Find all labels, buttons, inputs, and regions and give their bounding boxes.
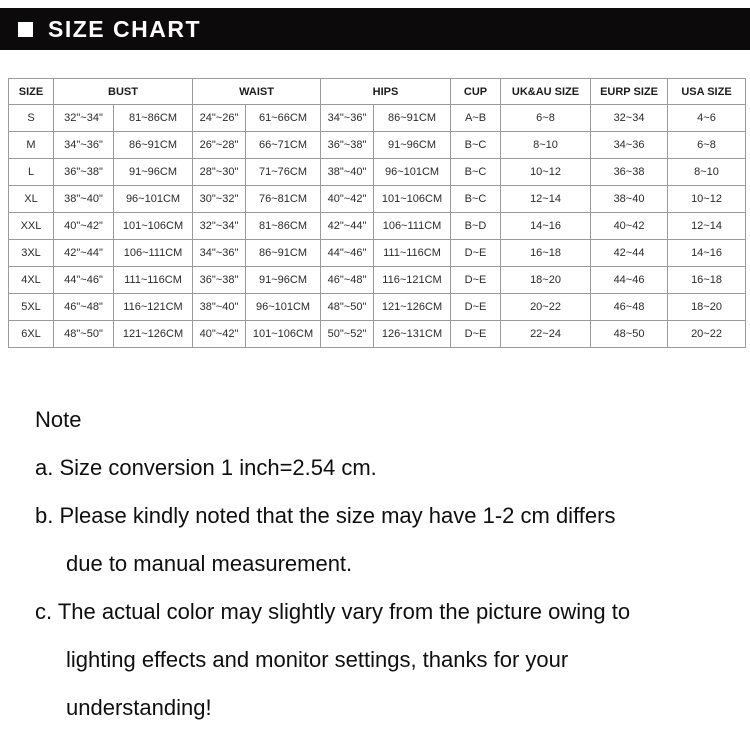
table-cell: 22~24 bbox=[501, 321, 591, 348]
table-cell: 106~111CM bbox=[374, 213, 451, 240]
table-cell: 126~131CM bbox=[374, 321, 451, 348]
table-cell: 10~12 bbox=[668, 186, 746, 213]
size-label-cell: 4XL bbox=[9, 267, 54, 294]
col-header-bust: BUST bbox=[54, 79, 193, 105]
notes-section bbox=[35, 396, 735, 732]
table-cell: 111~116CM bbox=[114, 267, 193, 294]
table-cell: 32"~34" bbox=[54, 105, 114, 132]
table-row bbox=[9, 267, 746, 294]
table-cell: 48"~50" bbox=[54, 321, 114, 348]
table-cell: 20~22 bbox=[668, 321, 746, 348]
table-cell: 32"~34" bbox=[193, 213, 246, 240]
table-cell: 81~86CM bbox=[114, 105, 193, 132]
note-item-line: a. Size conversion 1 inch=2.54 cm. bbox=[35, 455, 377, 480]
table-cell: 91~96CM bbox=[246, 267, 321, 294]
col-header-cup: CUP bbox=[451, 79, 501, 105]
table-row bbox=[9, 132, 746, 159]
table-cell: 121~126CM bbox=[114, 321, 193, 348]
table-row bbox=[9, 159, 746, 186]
table-cell: 48~50 bbox=[591, 321, 668, 348]
table-cell: 34~36 bbox=[591, 132, 668, 159]
table-cell: 12~14 bbox=[668, 213, 746, 240]
table-cell: 76~81CM bbox=[246, 186, 321, 213]
table-cell: 116~121CM bbox=[114, 294, 193, 321]
table-cell: 40~42 bbox=[591, 213, 668, 240]
table-cell: 111~116CM bbox=[374, 240, 451, 267]
table-cell: 40"~42" bbox=[54, 213, 114, 240]
table-cell: D~E bbox=[451, 240, 501, 267]
table-cell: 38"~40" bbox=[193, 294, 246, 321]
table-cell: A~B bbox=[451, 105, 501, 132]
table-cell: B~D bbox=[451, 213, 501, 240]
table-cell: B~C bbox=[451, 186, 501, 213]
table-cell: 38"~40" bbox=[54, 186, 114, 213]
table-cell: 86~91CM bbox=[246, 240, 321, 267]
table-header-row bbox=[9, 79, 746, 105]
section-header-bar bbox=[0, 8, 750, 50]
table-cell: 6~8 bbox=[668, 132, 746, 159]
table-cell: 40"~42" bbox=[193, 321, 246, 348]
note-item-line: understanding! bbox=[66, 695, 212, 720]
table-cell: 16~18 bbox=[501, 240, 591, 267]
table-cell: 8~10 bbox=[501, 132, 591, 159]
table-cell: 96~101CM bbox=[246, 294, 321, 321]
table-cell: 86~91CM bbox=[374, 105, 451, 132]
table-cell: 20~22 bbox=[501, 294, 591, 321]
table-cell: 36"~38" bbox=[193, 267, 246, 294]
table-cell: 6~8 bbox=[501, 105, 591, 132]
size-label-cell: 5XL bbox=[9, 294, 54, 321]
table-cell: 46"~48" bbox=[321, 267, 374, 294]
table-cell: 4~6 bbox=[668, 105, 746, 132]
size-label-cell: 3XL bbox=[9, 240, 54, 267]
table-cell: D~E bbox=[451, 294, 501, 321]
table-cell: 44~46 bbox=[591, 267, 668, 294]
notes-body bbox=[35, 444, 735, 732]
table-cell: 46"~48" bbox=[54, 294, 114, 321]
table-cell: 44"~46" bbox=[54, 267, 114, 294]
table-cell: 36"~38" bbox=[321, 132, 374, 159]
table-cell: 106~111CM bbox=[114, 240, 193, 267]
table-cell: 18~20 bbox=[501, 267, 591, 294]
table-cell: 66~71CM bbox=[246, 132, 321, 159]
table-cell: 32~34 bbox=[591, 105, 668, 132]
table-row bbox=[9, 294, 746, 321]
size-label-cell: 6XL bbox=[9, 321, 54, 348]
table-cell: 12~14 bbox=[501, 186, 591, 213]
table-cell: 91~96CM bbox=[374, 132, 451, 159]
notes-heading: Note bbox=[35, 407, 82, 432]
table-cell: 26"~28" bbox=[193, 132, 246, 159]
table-row bbox=[9, 321, 746, 348]
table-cell: B~C bbox=[451, 132, 501, 159]
table-cell: 81~86CM bbox=[246, 213, 321, 240]
col-header-waist: WAIST bbox=[193, 79, 321, 105]
size-label-cell: XL bbox=[9, 186, 54, 213]
table-cell: B~C bbox=[451, 159, 501, 186]
table-cell: 116~121CM bbox=[374, 267, 451, 294]
col-header-usa-size: USA SIZE bbox=[668, 79, 746, 105]
table-cell: 61~66CM bbox=[246, 105, 321, 132]
table-cell: 96~101CM bbox=[374, 159, 451, 186]
col-header-uk-au-size: UK&AU SIZE bbox=[501, 79, 591, 105]
col-header-size: SIZE bbox=[9, 79, 54, 105]
col-header-hips: HIPS bbox=[321, 79, 451, 105]
table-cell: 40"~42" bbox=[321, 186, 374, 213]
table-cell: 42"~44" bbox=[54, 240, 114, 267]
col-header-eurp-size: EURP SIZE bbox=[591, 79, 668, 105]
table-cell: 14~16 bbox=[668, 240, 746, 267]
table-cell: 34"~36" bbox=[54, 132, 114, 159]
section-title: SIZE CHART bbox=[48, 15, 201, 42]
table-cell: 30"~32" bbox=[193, 186, 246, 213]
table-cell: 16~18 bbox=[668, 267, 746, 294]
size-label-cell: XXL bbox=[9, 213, 54, 240]
table-cell: 101~106CM bbox=[246, 321, 321, 348]
table-cell: 36"~38" bbox=[54, 159, 114, 186]
table-row bbox=[9, 240, 746, 267]
table-cell: 36~38 bbox=[591, 159, 668, 186]
table-row bbox=[9, 105, 746, 132]
size-label-cell: M bbox=[9, 132, 54, 159]
size-chart-table bbox=[8, 78, 746, 348]
size-label-cell: S bbox=[9, 105, 54, 132]
note-item-line: b. Please kindly noted that the size may have 1-2 cm differs bbox=[35, 503, 616, 528]
table-cell: 34"~36" bbox=[193, 240, 246, 267]
table-cell: 28"~30" bbox=[193, 159, 246, 186]
table-cell: D~E bbox=[451, 321, 501, 348]
table-cell: 18~20 bbox=[668, 294, 746, 321]
note-item-line: c. The actual color may slightly vary from the picture owing to bbox=[35, 599, 631, 624]
table-cell: 38~40 bbox=[591, 186, 668, 213]
table-cell: 50"~52" bbox=[321, 321, 374, 348]
table-body bbox=[9, 105, 746, 348]
note-item-line: lighting effects and monitor settings, thanks for your bbox=[66, 647, 569, 672]
table-cell: 101~106CM bbox=[374, 186, 451, 213]
table-cell: 101~106CM bbox=[114, 213, 193, 240]
table-cell: 42~44 bbox=[591, 240, 668, 267]
table-cell: 24"~26" bbox=[193, 105, 246, 132]
table-row bbox=[9, 213, 746, 240]
table-cell: D~E bbox=[451, 267, 501, 294]
table-cell: 48"~50" bbox=[321, 294, 374, 321]
table-cell: 8~10 bbox=[668, 159, 746, 186]
table-cell: 121~126CM bbox=[374, 294, 451, 321]
note-item-line: due to manual measurement. bbox=[66, 551, 353, 576]
table-cell: 71~76CM bbox=[246, 159, 321, 186]
table-cell: 91~96CM bbox=[114, 159, 193, 186]
table-cell: 86~91CM bbox=[114, 132, 193, 159]
table-cell: 44"~46" bbox=[321, 240, 374, 267]
table-cell: 14~16 bbox=[501, 213, 591, 240]
table-cell: 34"~36" bbox=[321, 105, 374, 132]
table-cell: 42"~44" bbox=[321, 213, 374, 240]
table-cell: 46~48 bbox=[591, 294, 668, 321]
square-bullet-icon bbox=[18, 22, 33, 37]
table-cell: 38"~40" bbox=[321, 159, 374, 186]
table-cell: 96~101CM bbox=[114, 186, 193, 213]
table-cell: 10~12 bbox=[501, 159, 591, 186]
size-label-cell: L bbox=[9, 159, 54, 186]
table-row bbox=[9, 186, 746, 213]
